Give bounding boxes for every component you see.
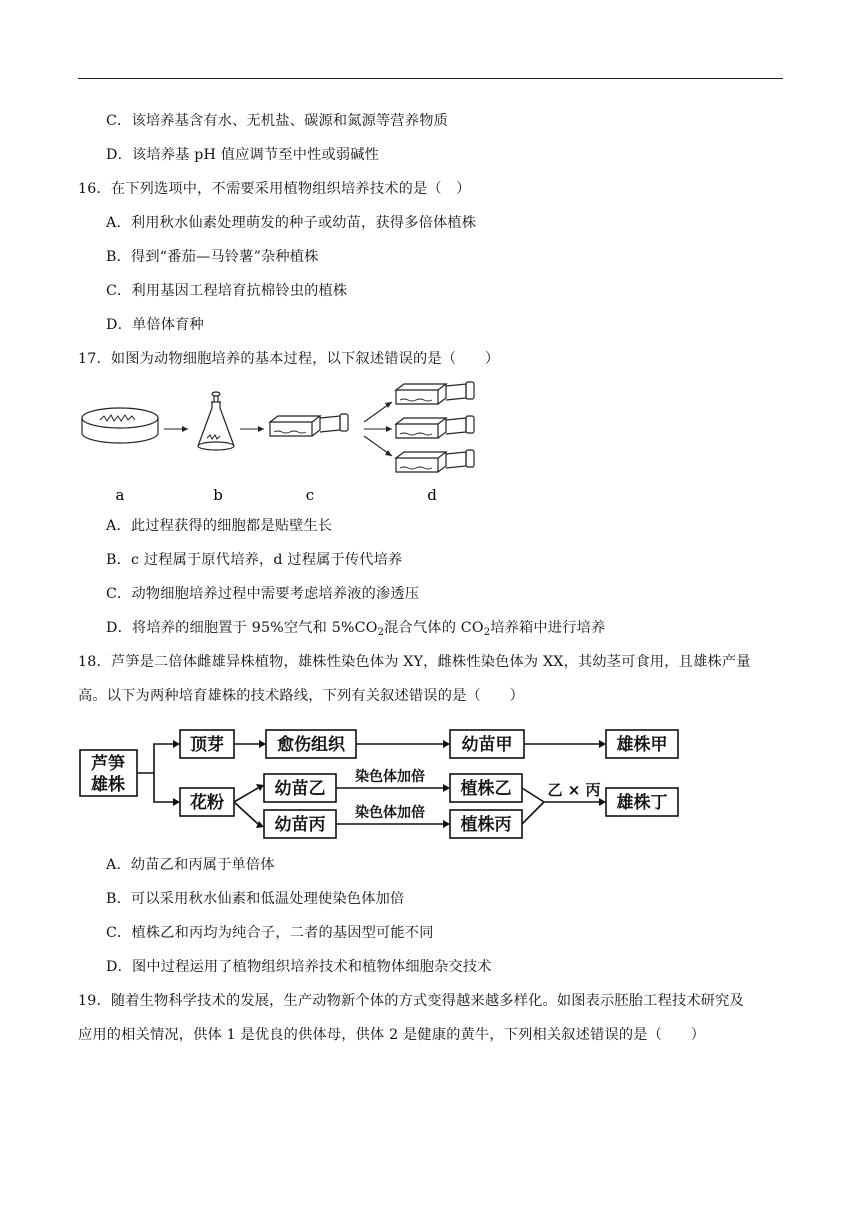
flow-plant-bing: 植株丙: [460, 815, 512, 835]
flow-callus: 愈伤组织: [277, 735, 345, 755]
petri-dish-icon: [82, 408, 158, 443]
q17-option-b: B．c 过程属于原代培养，d 过程属于传代培养: [106, 552, 403, 568]
cell-culture-figure: [78, 378, 498, 506]
figure-label-d: d: [427, 486, 437, 504]
flow-plant-yi: 植株乙: [460, 779, 512, 799]
q18-option-b: B．可以采用秋水仙素和低温处理使染色体加倍: [106, 891, 405, 907]
q18-stem-line2: 高。以下为两种培育雄株的技术路线，下列有关叙述错误的是（ ）: [78, 688, 525, 704]
flow-source-line2: 雄株: [91, 775, 125, 795]
q17-option-d: D．将培养的细胞置于 95%空气和 $5\%CO_2$混合气体的 $CO_2$培养箱中进行培养: [106, 620, 606, 638]
q17-stem: 17．如图为动物细胞培养的基本过程，以下叙述错误的是（ ）: [78, 351, 500, 367]
q18-option-d: D．图中过程运用了植物组织培养技术和植物体细胞杂交技术: [106, 959, 492, 975]
q16-option-b: B．得到“番茄—马铃薯”杂种植株: [106, 249, 319, 265]
q18-option-c: C．植株乙和丙均为纯合子，二者的基因型可能不同: [106, 925, 434, 941]
q19-stem-line2: 应用的相关情况，供体 1 是优良的供体母，供体 2 是健康的黄牛，下列相关叙述错误的是（ ）: [78, 1027, 706, 1043]
q16-option-d: D．单倍体育种: [106, 317, 204, 333]
flow-doubling-1: 染色体加倍: [355, 769, 425, 785]
flow-cross: 乙 × 丙: [547, 781, 601, 799]
q18-stem-line1: 18．芦笋是二倍体雌雄异株植物，雄株性染色体为 XY，雌株性染色体为 XX，其幼茎可食用，且雄株产量: [78, 654, 751, 670]
flow-pollen: 花粉: [190, 793, 224, 813]
q16-option-a: A．利用秋水仙素处理萌发的种子或幼苗，获得多倍体植株: [106, 215, 477, 231]
flow-male-jia: 雄株甲: [616, 735, 668, 755]
q16-stem: 16．在下列选项中，不需要采用植物组织培养技术的是（ ）: [78, 181, 471, 197]
q15-option-d: D．该培养基 pH 值应调节至中性或弱碱性: [106, 147, 380, 163]
figure-label-a: a: [115, 486, 125, 504]
flow-seedling-bing: 幼苗丙: [274, 815, 326, 835]
flask-icon: [198, 392, 234, 450]
q16-option-c: C．利用基因工程培育抗棉铃虫的植株: [106, 283, 348, 299]
culture-bottle-icon: [396, 416, 474, 438]
flow-top-bud: 顶芽: [190, 735, 224, 755]
culture-bottle-icon: [396, 450, 474, 472]
q19-stem-line1: 19．随着生物科学技术的发展，生产动物新个体的方式变得越来越多样化。如图表示胚胎工程技术研究及: [78, 993, 744, 1009]
q17-option-c: C．动物细胞培养过程中需要考虑培养液的渗透压: [106, 586, 420, 602]
flow-seedling-yi: 幼苗乙: [274, 779, 326, 799]
q15-option-c: C．该培养基含有水、无机盐、碳源和氮源等营养物质: [106, 113, 448, 129]
header-rule: [78, 78, 783, 79]
flow-doubling-2: 染色体加倍: [355, 805, 425, 821]
q18-option-a: A．幼苗乙和丙属于单倍体: [106, 857, 275, 873]
flow-seedling-jia: 幼苗甲: [461, 735, 513, 755]
culture-bottle-icon: [396, 382, 474, 404]
flow-source-line1: 芦笋: [91, 754, 125, 774]
breeding-flowchart: [78, 722, 698, 844]
figure-label-b: b: [213, 486, 223, 504]
flow-male-ding: 雄株丁: [616, 793, 668, 813]
figure-label-c: c: [305, 486, 315, 504]
q17-option-a: A．此过程获得的细胞都是贴壁生长: [106, 518, 333, 534]
culture-bottle-icon: [270, 414, 348, 436]
